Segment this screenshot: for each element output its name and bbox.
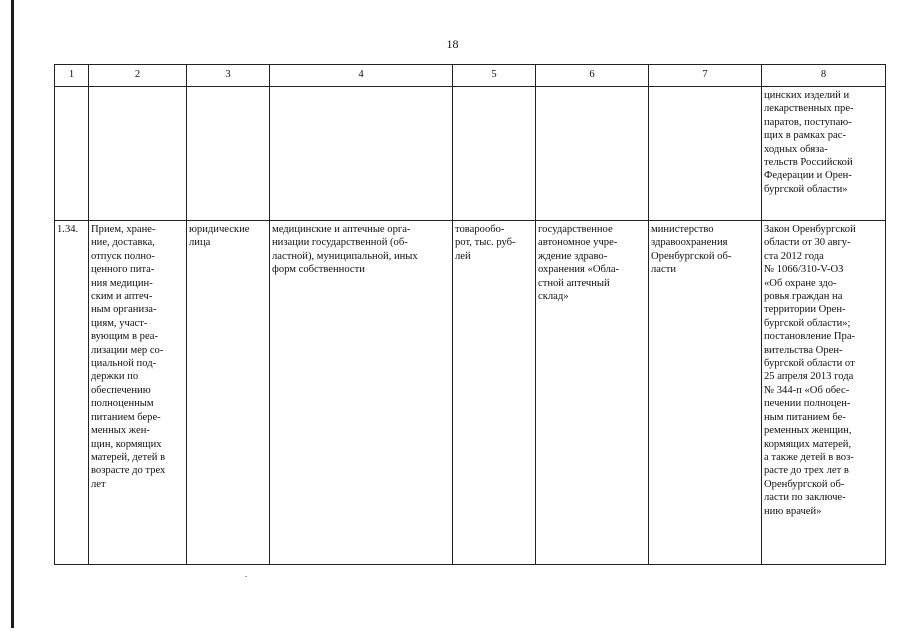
header-col-3: 3: [187, 65, 270, 87]
cell-empty: [187, 87, 270, 221]
cell-basis-continued: цинских изделий и лекарственных пре- паратов, поступаю- щих в рамках рас- ходных обяза- тельств Российской Федерации и Орен- бургской области»: [762, 87, 886, 221]
cell-empty: [55, 87, 89, 221]
header-col-2: 2: [89, 65, 187, 87]
cell-empty: [89, 87, 187, 221]
cell-consumers: юридические лица: [187, 221, 270, 565]
cell-legal-basis: Закон Оренбургской области от 30 авгу- ста 2012 года № 1066/310-V-ОЗ «Об охране здо- ровья граждан на территории Орен- бургской области»; постановление Пра- вительства Орен- бургской области от 25 апреля 2013 года № 344-п «Об обес- печении полноцен- ным питанием бе- ременных женщин, кормящих матерей, а также детей в воз- расте до трех лет в Оренбургской об- ласти по заключе- нию врачей»: [762, 221, 886, 565]
table-row-1-34: [55, 221, 886, 565]
cell-empty: [536, 87, 649, 221]
header-col-5: 5: [453, 65, 536, 87]
header-col-7: 7: [649, 65, 762, 87]
cell-organizations: медицинские и аптечные орга- низации государственной (об- ластной), муниципальной, иных форм собственности: [270, 221, 453, 565]
cell-row-number: 1.34.: [55, 221, 89, 565]
services-table: [54, 64, 886, 565]
cell-ministry: министерство здравоохранения Оренбургской об- ласти: [649, 221, 762, 565]
header-col-8: 8: [762, 65, 886, 87]
cell-service-name: Прием, хране- ние, доставка, отпуск полно- ценного пита- ния медицин- ским и аптеч- ным организа- циям, участ- вующим в реа- лизации мер со- циальной под- держки по обеспечению полноценным питанием бере- менных жен- щин, кормящих матерей, детей в возрасте до трех лет: [89, 221, 187, 565]
cell-empty: [270, 87, 453, 221]
table-header-row: [55, 65, 886, 87]
page-number: 18: [446, 37, 459, 51]
header-col-4: 4: [270, 65, 453, 87]
header-col-6: 6: [536, 65, 649, 87]
cell-unit: товарообо- рот, тыс. руб- лей: [453, 221, 536, 565]
scan-edge-bar: [11, 0, 14, 628]
cell-empty: [453, 87, 536, 221]
header-col-1: 1: [55, 65, 89, 87]
cell-empty: [649, 87, 762, 221]
cell-provider: государственное автономное учре- ждение здраво- охранения «Обла- стной аптечный склад»: [536, 221, 649, 565]
table-row-continued: [55, 87, 886, 221]
scan-speck: [245, 576, 247, 577]
